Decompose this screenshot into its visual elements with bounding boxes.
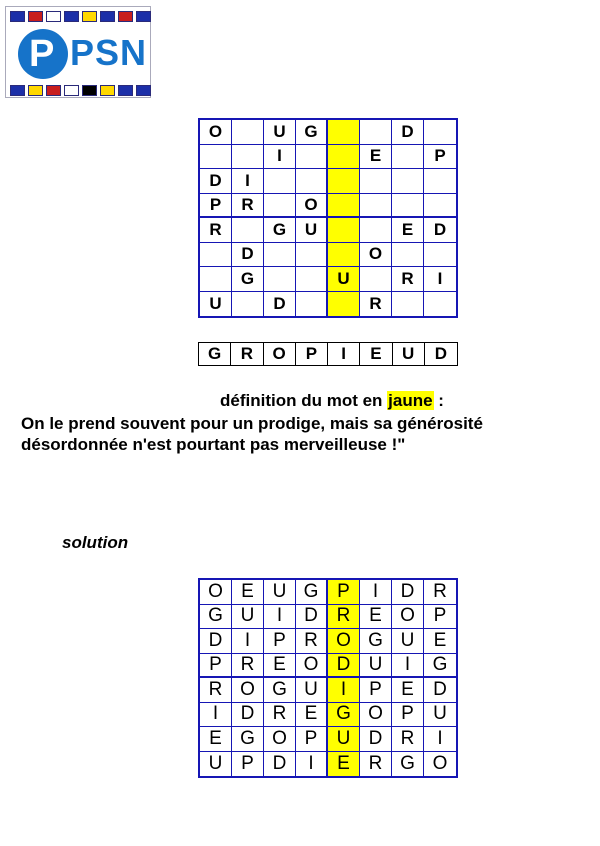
solution-cell: E xyxy=(200,727,232,752)
solution-cell: E xyxy=(264,654,296,679)
signal-flag-icon xyxy=(28,11,43,22)
solution-cell: P xyxy=(200,654,232,679)
puzzle-cell: D xyxy=(264,292,296,317)
puzzle-cell xyxy=(392,145,424,170)
puzzle-cell xyxy=(328,120,360,145)
letter-bank-cell: D xyxy=(434,344,448,363)
puzzle-cell xyxy=(264,194,296,219)
solution-cell: I xyxy=(424,727,456,752)
puzzle-cell xyxy=(232,120,264,145)
letter-bank-cell: E xyxy=(360,343,392,365)
puzzle-cell xyxy=(360,194,392,219)
letter-bank-cell: O xyxy=(264,343,296,365)
puzzle-cell: G xyxy=(264,218,296,243)
solution-cell: O xyxy=(232,678,264,703)
puzzle-cell xyxy=(328,169,360,194)
puzzle-cell xyxy=(424,292,456,317)
puzzle-cell: I xyxy=(424,267,456,292)
signal-flag-icon xyxy=(82,11,97,22)
solution-cell: U xyxy=(296,678,328,703)
solution-cell: O xyxy=(296,654,328,679)
puzzle-cell: O xyxy=(360,243,392,268)
psn-logo-text: PSN xyxy=(70,32,148,73)
clue-line-2: désordonnée n'est pourtant pas merveilleuse !" xyxy=(21,435,406,454)
puzzle-cell xyxy=(360,120,392,145)
solution-cell: G xyxy=(200,605,232,630)
puzzle-cell xyxy=(200,267,232,292)
puzzle-cell: E xyxy=(392,218,424,243)
solution-cell: G xyxy=(360,629,392,654)
solution-cell: I xyxy=(360,580,392,605)
solution-cell: D xyxy=(232,703,264,728)
letter-bank-cell: R xyxy=(231,343,263,365)
puzzle-cell xyxy=(424,120,456,145)
solution-cell: E xyxy=(232,580,264,605)
psn-mark-letter: P xyxy=(29,33,55,75)
puzzle-cell xyxy=(328,218,360,243)
signal-flag-icon xyxy=(64,11,79,22)
solution-cell: R xyxy=(264,703,296,728)
puzzle-cell: R xyxy=(392,267,424,292)
solution-cell: R xyxy=(392,727,424,752)
solution-cell: U xyxy=(200,752,232,777)
puzzle-cell xyxy=(392,194,424,219)
letter-bank-cell: G xyxy=(199,343,231,365)
solution-cell: G xyxy=(392,752,424,777)
solution-cell: I xyxy=(296,752,328,777)
psn-logo xyxy=(5,6,151,98)
solution-cell: O xyxy=(432,752,448,774)
puzzle-cell: R xyxy=(360,292,392,317)
signal-flag-icon xyxy=(28,85,43,96)
solution-cell: O xyxy=(360,703,392,728)
solution-cell: I xyxy=(328,678,360,703)
solution-cell: E xyxy=(328,752,360,777)
puzzle-cell xyxy=(328,243,360,268)
clue-text xyxy=(21,413,591,455)
signal-flags-top xyxy=(10,11,151,22)
puzzle-cell xyxy=(328,292,360,317)
puzzle-cell: I xyxy=(232,169,264,194)
solution-cell: P xyxy=(232,752,264,777)
puzzle-cell: E xyxy=(360,145,392,170)
solution-cell: D xyxy=(424,678,456,703)
puzzle-grid xyxy=(198,118,458,318)
solution-label: solution xyxy=(62,533,129,552)
letter-bank xyxy=(198,342,458,366)
signal-flag-icon xyxy=(118,11,133,22)
signal-flag-icon xyxy=(64,85,79,96)
puzzle-cell xyxy=(328,145,360,170)
signal-flag-icon xyxy=(82,85,97,96)
puzzle-cell xyxy=(392,292,424,317)
solution-cell: O xyxy=(392,605,424,630)
puzzle-cell xyxy=(392,243,424,268)
solution-cell: U xyxy=(232,605,264,630)
solution-cell: U xyxy=(328,727,360,752)
puzzle-cell xyxy=(200,243,232,268)
puzzle-cell xyxy=(264,169,296,194)
solution-cell: G xyxy=(232,727,264,752)
puzzle-cell: U xyxy=(264,120,296,145)
solution-cell: R xyxy=(424,580,456,605)
puzzle-cell: U xyxy=(296,218,328,243)
puzzle-cell xyxy=(232,218,264,243)
signal-flag-icon xyxy=(100,85,115,96)
solution-cell: R xyxy=(232,654,264,679)
solution-cell: U xyxy=(424,703,456,728)
signal-flag-icon xyxy=(10,11,25,22)
signal-flag-icon xyxy=(46,11,61,22)
solution-grid xyxy=(198,578,458,778)
letter-bank-cell: U xyxy=(393,343,425,365)
puzzle-cell: D xyxy=(232,243,264,268)
solution-cell: P xyxy=(360,678,392,703)
puzzle-cell: O xyxy=(200,120,232,145)
psn-logo-mark xyxy=(18,29,68,79)
solution-cell: G xyxy=(296,580,328,605)
puzzle-cell: D xyxy=(200,169,232,194)
solution-cell: D xyxy=(264,752,296,777)
solution-cell: U xyxy=(360,654,392,679)
solution-cell: O xyxy=(200,580,232,605)
solution-cell: P xyxy=(392,703,424,728)
puzzle-cell xyxy=(296,169,328,194)
puzzle-cell: P xyxy=(200,194,232,219)
solution-cell: U xyxy=(264,580,296,605)
signal-flag-icon xyxy=(118,85,133,96)
puzzle-cell: O xyxy=(296,194,328,219)
clue-line-1: On le prend souvent pour un prodige, mais sa générosité xyxy=(21,414,483,433)
solution-cell: I xyxy=(200,703,232,728)
solution-cell: G xyxy=(264,678,296,703)
solution-cell: D xyxy=(392,580,424,605)
letter-bank-cell: P xyxy=(296,343,328,365)
solution-cell: O xyxy=(264,727,296,752)
puzzle-cell xyxy=(360,218,392,243)
signal-flag-icon xyxy=(100,11,115,22)
puzzle-cell: G xyxy=(296,120,328,145)
puzzle-cell xyxy=(392,169,424,194)
puzzle-cell xyxy=(296,267,328,292)
solution-cell: D xyxy=(328,654,360,679)
puzzle-cell: R xyxy=(232,194,264,219)
solution-cell: P xyxy=(328,580,360,605)
puzzle-cell xyxy=(200,145,232,170)
puzzle-cell xyxy=(424,243,456,268)
definition-prefix: définition du mot en xyxy=(220,391,383,410)
solution-cell: D xyxy=(200,629,232,654)
signal-flag-icon xyxy=(10,85,25,96)
puzzle-cell: D xyxy=(424,218,456,243)
solution-cell: E xyxy=(424,629,456,654)
puzzle-cell: U xyxy=(200,292,232,317)
puzzle-cell xyxy=(264,243,296,268)
signal-flag-icon xyxy=(136,85,151,96)
solution-cell: R xyxy=(200,678,232,703)
solution-cell: R xyxy=(296,629,328,654)
solution-cell: I xyxy=(232,629,264,654)
solution-cell: I xyxy=(392,654,424,679)
solution-cell: I xyxy=(264,605,296,630)
solution-cell: U xyxy=(392,629,424,654)
definition-highlight-word: jaune xyxy=(388,391,433,410)
puzzle-cell: G xyxy=(232,267,264,292)
definition-suffix: : xyxy=(433,391,444,410)
solution-cell: P xyxy=(264,629,296,654)
puzzle-cell xyxy=(232,292,264,317)
solution-cell: R xyxy=(328,605,360,630)
solution-cell: R xyxy=(360,752,392,777)
puzzle-cell xyxy=(328,194,360,219)
signal-flag-icon xyxy=(136,11,151,22)
puzzle-cell xyxy=(296,292,328,317)
definition-heading xyxy=(32,391,600,411)
signal-flags-bottom xyxy=(10,85,151,96)
puzzle-cell xyxy=(424,169,456,194)
puzzle-cell: D xyxy=(392,120,424,145)
puzzle-cell xyxy=(424,194,456,219)
solution-cell: G xyxy=(328,703,360,728)
solution-cell: O xyxy=(328,629,360,654)
puzzle-cell: P xyxy=(424,145,456,170)
solution-cell: P xyxy=(424,605,456,630)
puzzle-cell xyxy=(232,145,264,170)
letter-bank-cell: I xyxy=(328,343,360,365)
solution-cell: D xyxy=(296,605,328,630)
solution-cell: E xyxy=(360,605,392,630)
solution-cell: D xyxy=(360,727,392,752)
solution-cell: G xyxy=(424,654,456,679)
puzzle-cell: I xyxy=(264,145,296,170)
puzzle-cell: R xyxy=(200,218,232,243)
puzzle-cell xyxy=(360,267,392,292)
puzzle-cell xyxy=(264,267,296,292)
puzzle-cell xyxy=(360,169,392,194)
puzzle-cell: U xyxy=(328,267,360,292)
solution-cell: E xyxy=(392,678,424,703)
solution-cell: E xyxy=(296,703,328,728)
solution-cell: P xyxy=(296,727,328,752)
signal-flag-icon xyxy=(46,85,61,96)
puzzle-cell xyxy=(296,243,328,268)
puzzle-cell xyxy=(296,145,328,170)
